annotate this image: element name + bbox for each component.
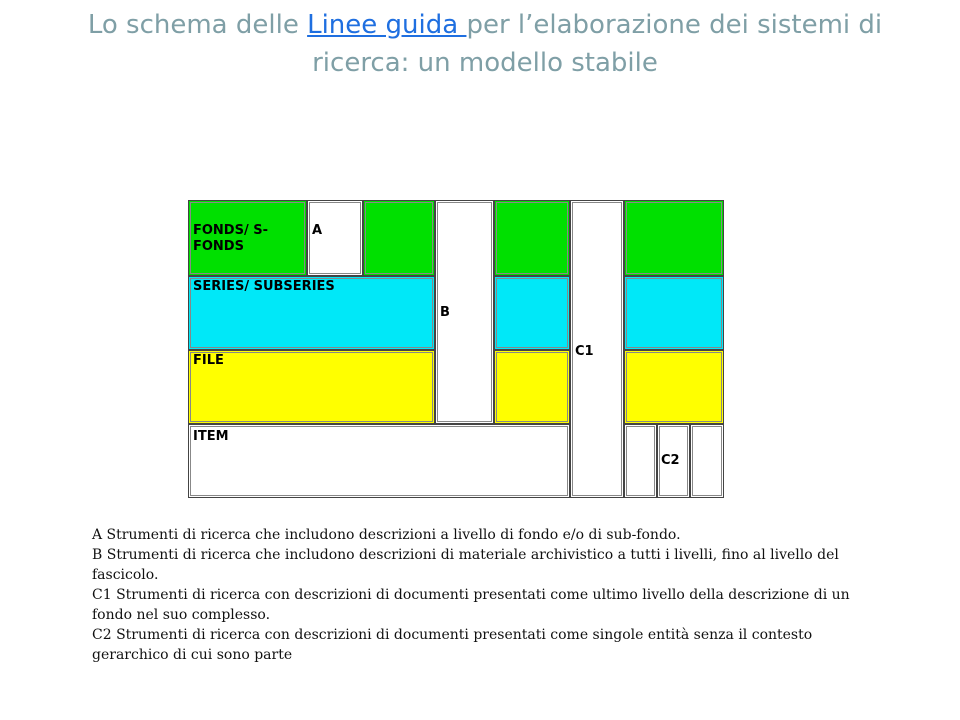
file-cell-2 [494,350,570,424]
legend-a: A Strumenti di ricerca che includono descrizioni a livello di fondo e/o di sub-fondo. [92,527,681,543]
fonds-cell-4 [624,200,724,276]
b-column [435,200,494,424]
series-cell-3 [624,276,724,350]
linee-guida-link[interactable]: Linee guida [307,10,467,40]
marker-c1: C1 [575,344,594,359]
item-cell-2 [624,424,657,498]
legend [92,525,882,665]
item-label: ITEM [193,429,229,444]
c1-column [570,200,624,498]
marker-a: A [312,223,323,238]
item-cell-3 [690,424,724,498]
fonds-cell [188,200,307,276]
fonds-label: FONDS/ S-FONDS [193,223,268,254]
legend-c2: C2 Strumenti di ricerca con descrizioni di documenti presentati come singole entità senza il contesto gerarchico di cui sono parte [92,627,813,663]
c2-cell [657,424,690,498]
series-label: SERIES/ SUBSERIES [193,279,335,294]
hierarchy-diagram [188,200,724,498]
file-cell-3 [624,350,724,424]
a-cell [307,200,363,276]
legend-b: B Strumenti di ricerca che includono descrizioni di materiale archivistico a tutti i livelli, fino al livello del fascicolo. [92,547,839,583]
title-suffix: per l’elaborazione dei sistemi di ricerca: un modello stabile [312,10,883,78]
legend-c1: C1 Strumenti di ricerca con descrizioni di documenti presentati come ultimo livello della descrizione di un fondo nel suo complesso. [92,587,850,623]
slide-title [40,6,930,82]
series-cell [188,276,435,350]
marker-b: B [440,305,450,320]
item-cell [188,424,570,498]
file-cell [188,350,435,424]
series-cell-2 [494,276,570,350]
title-prefix: Lo schema delle [87,10,308,40]
fonds-cell-2 [363,200,435,276]
marker-c2: C2 [661,453,680,468]
fonds-cell-3 [494,200,570,276]
file-label: FILE [193,353,224,368]
